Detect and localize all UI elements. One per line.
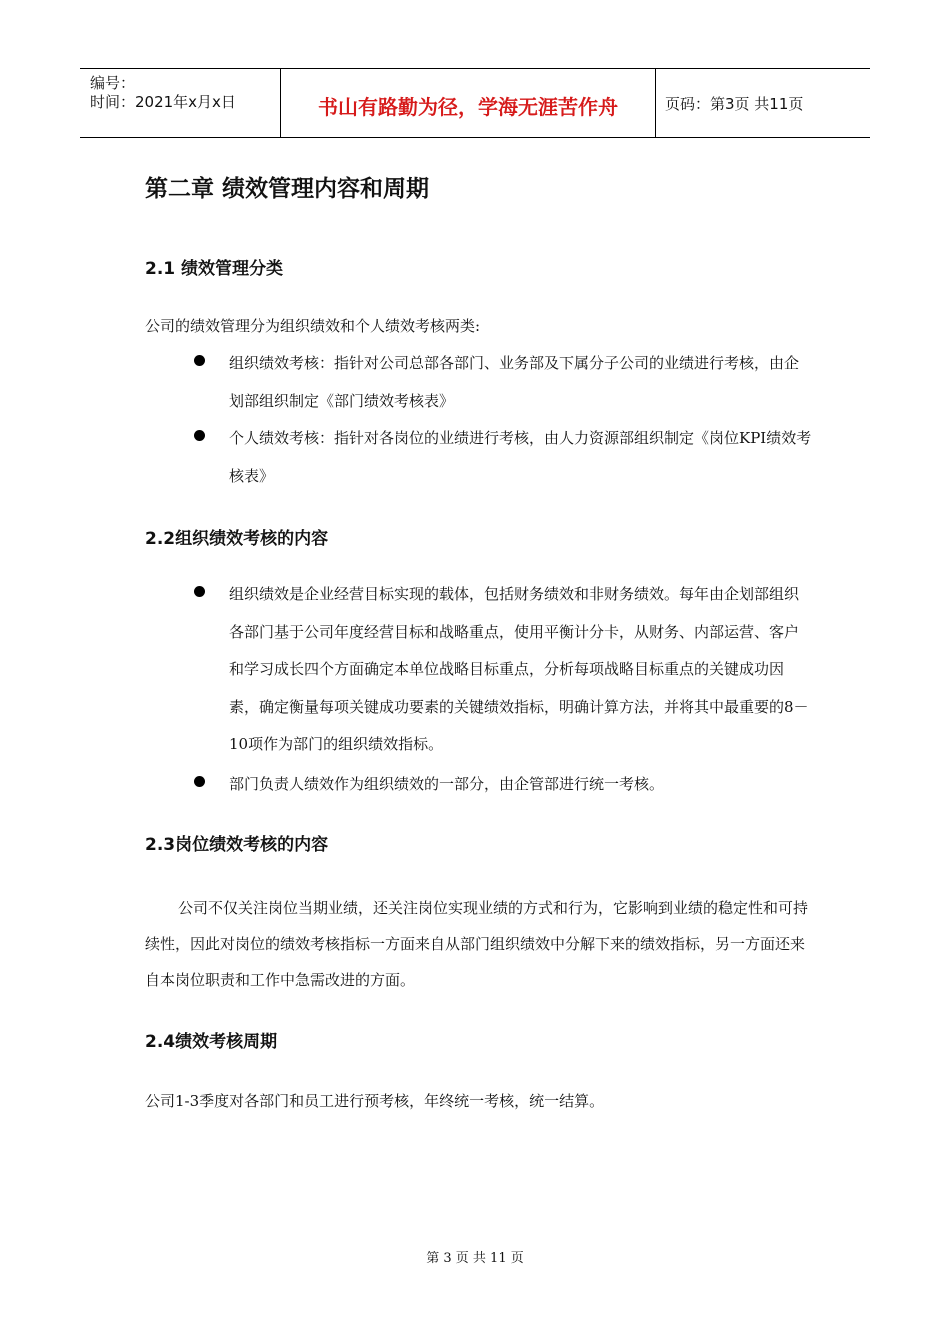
page-header	[80, 68, 870, 138]
section-title-2-4: 2.4绩效考核周期	[145, 1032, 278, 1052]
header-motto-cell	[280, 69, 656, 137]
section-2-1-intro: 公司的绩效管理分为组织绩效和个人绩效考核两类:	[145, 317, 481, 335]
bullet-icon	[194, 355, 205, 366]
header-page-info: 页码：第3页 共11页	[665, 95, 804, 113]
section-title-2-2: 2.2组织绩效考核的内容	[145, 529, 329, 549]
page-footer: 第 3 页 共 11 页	[426, 1251, 524, 1266]
document-number-label: 编号：	[90, 74, 136, 92]
bullet-icon	[194, 586, 205, 597]
bullet-icon	[194, 430, 205, 441]
section-2-3-paragraph: 公司不仅关注岗位当期业绩，还关注岗位实现业绩的方式和行为，它影响到业绩的稳定性和可持续性，因此对岗位的绩效考核指标一方面来自从部门组织绩效中分解下来的绩效指标，另一方面还来自本岗位职责和工作中急需改进的方面。	[145, 899, 809, 989]
header-motto: 书山有路勤为径，学海无涯苦作舟	[318, 95, 618, 119]
section-2-4-paragraph: 公司1-3季度对各部门和员工进行预考核，年终统一考核，统一结算。	[145, 1092, 605, 1110]
chapter-title: 第二章 绩效管理内容和周期	[145, 176, 430, 202]
section-title-2-3: 2.3岗位绩效考核的内容	[145, 835, 329, 855]
bullet-icon	[194, 776, 205, 787]
header-page-cell	[655, 69, 870, 137]
list-item-text: 个人绩效考核：指针对各岗位的业绩进行考核，由人力资源部组织制定《岗位KPI绩效考核表》	[229, 429, 812, 485]
header-meta	[80, 69, 280, 137]
list-item-text: 组织绩效是企业经营目标实现的载体，包括财务绩效和非财务绩效。每年由企划部组织各部门基于公司年度经营目标和战略重点，使用平衡计分卡，从财务、内部运营、客户和学习成长四个方面确定本单位战略目标重点，分析每项战略目标重点的关键成功因素，确定衡量每项关键成功要素的关键绩效指标，明确计算方法，并将其中最重要的8－10项作为部门的组织绩效指标。	[229, 585, 809, 753]
document-date: 时间：2021年x月x日	[90, 93, 236, 111]
list-item-text: 组织绩效考核：指针对公司总部各部门、业务部及下属分子公司的业绩进行考核，由企划部组织制定《部门绩效考核表》	[229, 354, 800, 410]
list-item-text: 部门负责人绩效作为组织绩效的一部分，由企管部进行统一考核。	[229, 775, 665, 793]
section-title-2-1: 2.1 绩效管理分类	[145, 259, 284, 279]
